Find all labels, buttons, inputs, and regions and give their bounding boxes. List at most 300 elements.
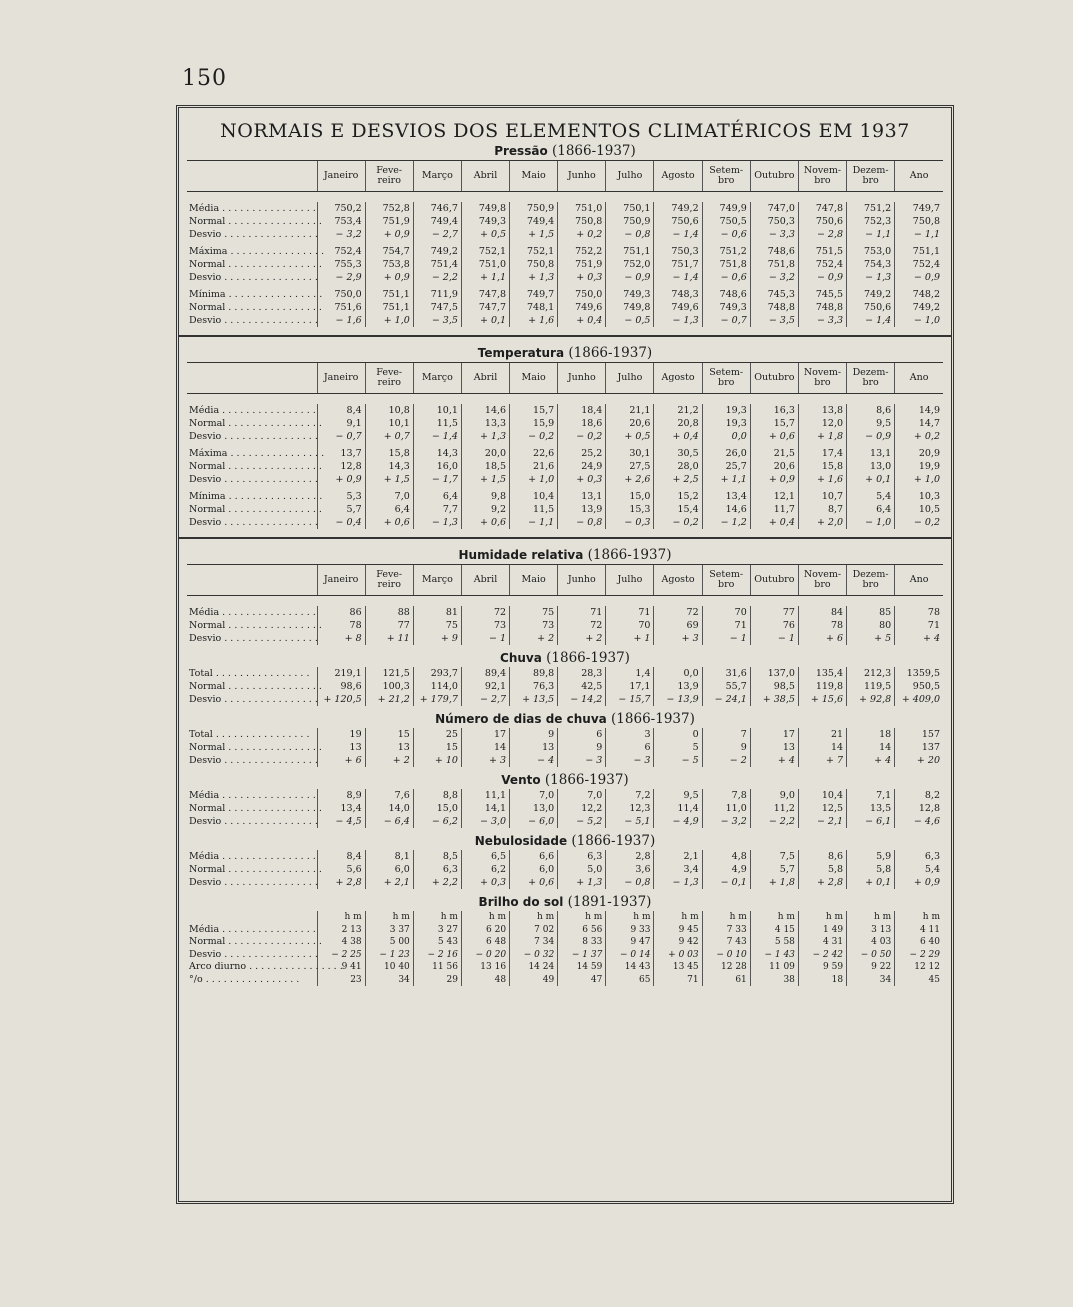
data-cell: 23 [317, 974, 365, 987]
data-cell: 84 [798, 606, 846, 619]
column-header: Outubro [750, 565, 798, 596]
data-cell: 14 43 [606, 961, 654, 974]
data-cell: + 1,8 [750, 876, 798, 889]
table-row [187, 949, 943, 962]
data-cell: 7 34 [510, 936, 558, 949]
data-cell: 9 45 [654, 924, 702, 937]
data-table [187, 728, 943, 767]
data-cell: 15,2 [654, 490, 702, 503]
row-label: Desvio . . . . . . . . . . . . . . . . [189, 272, 318, 283]
unit-label: h m [750, 911, 798, 924]
data-cell: − 6,1 [847, 815, 895, 828]
data-cell: + 1,8 [798, 430, 846, 443]
data-cell: 751,9 [558, 258, 606, 271]
table-row [187, 447, 943, 460]
column-header-blank [187, 363, 317, 394]
data-cell: 14 [847, 741, 895, 754]
data-cell: 750,1 [606, 202, 654, 215]
data-cell: + 10 [413, 754, 461, 767]
data-cell: 19,3 [702, 417, 750, 430]
data-cell: 13,1 [558, 490, 606, 503]
data-cell: − 0,8 [558, 516, 606, 529]
table-row [187, 301, 943, 314]
data-cell: 5 [654, 741, 702, 754]
data-cell: 9,8 [461, 490, 509, 503]
data-cell: + 0,6 [510, 876, 558, 889]
data-cell: 34 [847, 974, 895, 987]
row-label: Normal . . . . . . . . . . . . . . . . [189, 936, 322, 947]
data-cell: 34 [365, 974, 413, 987]
section-title-period: (1891-1937) [563, 894, 652, 910]
data-cell: − 3,3 [750, 228, 798, 241]
data-cell: − 1 [750, 632, 798, 645]
data-cell: 751,8 [750, 258, 798, 271]
data-cell: + 2,0 [798, 516, 846, 529]
data-cell: 6 48 [461, 936, 509, 949]
data-cell: 119,8 [798, 680, 846, 693]
data-cell: − 1 [702, 632, 750, 645]
table-row [187, 863, 943, 876]
section-title-name: Nebulosidade [474, 834, 568, 848]
data-table [187, 789, 943, 828]
data-cell: − 0,3 [606, 516, 654, 529]
column-header: Agosto [654, 161, 702, 192]
data-cell: 20,9 [895, 447, 943, 460]
data-cell: + 0,9 [750, 473, 798, 486]
data-cell: 749,2 [847, 288, 895, 301]
unit-label: h m [317, 911, 365, 924]
data-cell: 750,0 [317, 288, 365, 301]
data-cell: 29 [413, 974, 461, 987]
unit-label: h m [654, 911, 702, 924]
data-cell: − 2 42 [798, 949, 846, 962]
data-cell: + 0,2 [558, 228, 606, 241]
table-row [187, 850, 943, 863]
data-cell: 13 45 [654, 961, 702, 974]
data-cell: 9 41 [317, 961, 365, 974]
table-row [187, 404, 943, 417]
data-cell: + 0,3 [461, 876, 509, 889]
row-label: Arco diurno . . . . . . . . . . . . . . . . [189, 961, 343, 972]
data-cell: 18 [798, 974, 846, 987]
data-cell: + 8 [317, 632, 365, 645]
row-label: Desvio . . . . . . . . . . . . . . . . [189, 315, 318, 326]
data-cell: + 3 [461, 754, 509, 767]
data-cell: 10,3 [895, 490, 943, 503]
data-cell: 21,5 [750, 447, 798, 460]
data-cell: 8,7 [798, 503, 846, 516]
data-cell: 9 22 [847, 961, 895, 974]
column-header: Abril [461, 363, 509, 394]
data-cell: − 1,1 [847, 228, 895, 241]
data-cell: − 0,6 [702, 228, 750, 241]
data-cell: 9 [510, 728, 558, 741]
data-cell: 22,6 [510, 447, 558, 460]
table-row [187, 258, 943, 271]
table-row [187, 728, 943, 741]
data-cell: 17,4 [798, 447, 846, 460]
data-cell: 24,9 [558, 460, 606, 473]
row-label: Desvio . . . . . . . . . . . . . . . . [189, 633, 318, 644]
data-cell: 20,0 [461, 447, 509, 460]
data-cell: 752,4 [895, 258, 943, 271]
unit-label: h m [413, 911, 461, 924]
data-cell: 8,5 [413, 850, 461, 863]
data-cell: − 14,2 [558, 693, 606, 706]
data-cell: 748,8 [750, 301, 798, 314]
data-cell: + 0,6 [365, 516, 413, 529]
table-row [187, 619, 943, 632]
data-cell: 14 [798, 741, 846, 754]
data-cell: 752,8 [365, 202, 413, 215]
data-cell: 13,0 [847, 460, 895, 473]
section-separator [179, 335, 951, 337]
data-cell: 749,2 [895, 301, 943, 314]
data-cell: 751,2 [702, 245, 750, 258]
table-row [187, 215, 943, 228]
data-cell: 8,9 [317, 789, 365, 802]
data-cell: 18 [847, 728, 895, 741]
row-label: Normal . . . . . . . . . . . . . . . . [189, 418, 322, 429]
column-header: Dezem- bro [847, 161, 895, 192]
section-title-period: (1866-1937) [541, 650, 630, 666]
row-label: Máxima . . . . . . . . . . . . . . . . [189, 246, 325, 257]
data-cell: 20,8 [654, 417, 702, 430]
data-cell: + 0,6 [750, 430, 798, 443]
section-title [187, 650, 943, 666]
data-cell: − 1,0 [847, 516, 895, 529]
column-header: Dezem- bro [847, 363, 895, 394]
column-header: Março [413, 161, 461, 192]
row-label: Desvio . . . . . . . . . . . . . . . . [189, 755, 318, 766]
data-cell: 10,5 [895, 503, 943, 516]
data-cell: − 3,0 [461, 815, 509, 828]
data-cell: 14 59 [558, 961, 606, 974]
data-cell: 10,8 [365, 404, 413, 417]
data-cell: 7,2 [606, 789, 654, 802]
data-cell: − 2 [702, 754, 750, 767]
unit-label: h m [895, 911, 943, 924]
data-cell: 15,3 [606, 503, 654, 516]
data-cell: 750,6 [654, 215, 702, 228]
data-cell: 11,7 [750, 503, 798, 516]
data-cell: − 3 [558, 754, 606, 767]
row-label: Normal . . . . . . . . . . . . . . . . [189, 461, 322, 472]
column-header: Outubro [750, 363, 798, 394]
data-cell: − 3,2 [750, 271, 798, 284]
data-cell: 13,4 [317, 802, 365, 815]
data-cell: 749,7 [510, 288, 558, 301]
data-cell: + 0,9 [365, 271, 413, 284]
data-cell: + 3 [654, 632, 702, 645]
data-cell: 72 [558, 619, 606, 632]
data-cell: 5,8 [847, 863, 895, 876]
section-title-name: Número de dias de chuva [435, 712, 607, 726]
section-title [187, 772, 943, 788]
data-cell: 15,8 [365, 447, 413, 460]
data-cell: 7 33 [702, 924, 750, 937]
data-cell: 98,5 [750, 680, 798, 693]
data-cell: 19 [317, 728, 365, 741]
data-cell: 14,6 [461, 404, 509, 417]
row-label: Desvio . . . . . . . . . . . . . . . . [189, 229, 318, 240]
data-cell: 13,3 [461, 417, 509, 430]
section-title [187, 547, 943, 563]
data-cell: 745,3 [750, 288, 798, 301]
data-cell: 13,4 [702, 490, 750, 503]
data-cell: − 6,0 [510, 815, 558, 828]
column-header: Janeiro [317, 161, 365, 192]
data-cell: 5,0 [558, 863, 606, 876]
data-cell: 8,4 [317, 850, 365, 863]
data-cell: − 0,4 [317, 516, 365, 529]
data-cell: − 0 10 [702, 949, 750, 962]
data-cell: 751,4 [413, 258, 461, 271]
data-cell: 71 [895, 619, 943, 632]
data-cell: 9 33 [606, 924, 654, 937]
row-label: Desvio . . . . . . . . . . . . . . . . [189, 877, 318, 888]
data-cell: 7,0 [558, 789, 606, 802]
section-separator [179, 537, 951, 539]
data-cell: 13,9 [558, 503, 606, 516]
data-cell: 9 [702, 741, 750, 754]
data-cell: 4,9 [702, 863, 750, 876]
data-cell: 17,1 [606, 680, 654, 693]
section-title [187, 143, 943, 159]
data-cell: + 0,6 [461, 516, 509, 529]
column-header: Março [413, 565, 461, 596]
data-cell: 15,9 [510, 417, 558, 430]
table-row [187, 245, 943, 258]
data-cell: 751,1 [365, 288, 413, 301]
data-cell: 11,2 [750, 802, 798, 815]
data-cell: 0,0 [654, 667, 702, 680]
section-title-name: Brilho do sol [478, 895, 564, 909]
data-cell: 7,8 [702, 789, 750, 802]
data-cell: + 0,9 [365, 228, 413, 241]
data-cell: 10,4 [798, 789, 846, 802]
data-cell: 70 [606, 619, 654, 632]
data-cell: 28,3 [558, 667, 606, 680]
data-table [187, 160, 943, 327]
column-header: Feve- reiro [365, 161, 413, 192]
data-cell: − 2 29 [895, 949, 943, 962]
data-cell: 137,0 [750, 667, 798, 680]
section-title-period: (1866-1937) [547, 143, 636, 159]
data-cell: + 0,4 [558, 314, 606, 327]
data-cell: 5 00 [365, 936, 413, 949]
table-row [187, 815, 943, 828]
data-cell: 13 [317, 741, 365, 754]
data-cell: + 9 [413, 632, 461, 645]
data-cell: − 5 [654, 754, 702, 767]
data-cell: − 1,4 [847, 314, 895, 327]
data-cell: 711,9 [413, 288, 461, 301]
data-cell: 7 43 [702, 936, 750, 949]
table-row [187, 680, 943, 693]
data-cell: 20,6 [606, 417, 654, 430]
data-cell: + 2,8 [317, 876, 365, 889]
data-cell: 71 [606, 606, 654, 619]
data-cell: + 1,1 [461, 271, 509, 284]
data-cell: + 120,5 [317, 693, 365, 706]
data-cell: 77 [365, 619, 413, 632]
data-cell: 0 [654, 728, 702, 741]
data-cell: 18,5 [461, 460, 509, 473]
data-cell: 30,5 [654, 447, 702, 460]
data-cell: 754,7 [365, 245, 413, 258]
data-cell: − 0 32 [510, 949, 558, 962]
data-cell: 9 59 [798, 961, 846, 974]
row-label: Normal . . . . . . . . . . . . . . . . [189, 681, 322, 692]
table-row [187, 228, 943, 241]
data-cell: + 6 [798, 632, 846, 645]
data-cell: 78 [895, 606, 943, 619]
data-cell: 135,4 [798, 667, 846, 680]
data-cell: 5,3 [317, 490, 365, 503]
data-cell: − 3,5 [413, 314, 461, 327]
column-header: Ano [895, 565, 943, 596]
data-cell: 2,1 [654, 850, 702, 863]
column-header: Setem- bro [702, 565, 750, 596]
data-cell: 12 12 [895, 961, 943, 974]
data-cell: 748,3 [654, 288, 702, 301]
data-cell: 78 [317, 619, 365, 632]
data-cell: 13,1 [847, 447, 895, 460]
data-cell: + 0,4 [654, 430, 702, 443]
section-title-name: Chuva [500, 651, 542, 665]
data-cell: 750,3 [750, 215, 798, 228]
data-cell: 748,1 [510, 301, 558, 314]
data-cell: 6,6 [510, 850, 558, 863]
data-cell: 750,5 [702, 215, 750, 228]
row-label: Desvio . . . . . . . . . . . . . . . . [189, 474, 318, 485]
data-cell: − 0,2 [895, 516, 943, 529]
section-title [187, 833, 943, 849]
data-cell: 752,4 [317, 245, 365, 258]
data-cell: 5,9 [847, 850, 895, 863]
data-cell: 6,3 [558, 850, 606, 863]
data-cell: 88 [365, 606, 413, 619]
data-cell: 5 58 [750, 936, 798, 949]
section-title-name: Vento [501, 773, 541, 787]
page-number: 150 [182, 66, 227, 91]
column-header: Novem- bro [798, 565, 846, 596]
data-cell: − 0,7 [317, 430, 365, 443]
data-cell: − 0,2 [558, 430, 606, 443]
data-cell: + 1,5 [461, 473, 509, 486]
data-cell: 17 [750, 728, 798, 741]
unit-label: h m [461, 911, 509, 924]
data-cell: − 2,2 [413, 271, 461, 284]
main-title: NORMAIS E DESVIOS DOS ELEMENTOS CLIMATÉRICOS EM 1937 [220, 120, 910, 142]
table-row [187, 789, 943, 802]
column-header: Junho [558, 565, 606, 596]
data-cell: 7 02 [510, 924, 558, 937]
data-cell: 6 [606, 741, 654, 754]
table-row [187, 974, 943, 987]
data-cell: + 0,7 [365, 430, 413, 443]
data-cell: 750,3 [654, 245, 702, 258]
data-cell: 9 42 [654, 936, 702, 949]
data-cell: 157 [895, 728, 943, 741]
row-label: Desvio . . . . . . . . . . . . . . . . [189, 948, 318, 960]
data-cell: 75 [413, 619, 461, 632]
data-cell: − 2 16 [413, 949, 461, 962]
data-cell: 14 [461, 741, 509, 754]
data-cell: 9 [558, 741, 606, 754]
table-row [187, 314, 943, 327]
row-label: Normal . . . . . . . . . . . . . . . . [189, 742, 322, 753]
section-title-period: (1866-1937) [540, 772, 629, 788]
data-cell: 747,7 [461, 301, 509, 314]
data-cell: 9,1 [317, 417, 365, 430]
table-row [187, 667, 943, 680]
data-cell: 14,3 [365, 460, 413, 473]
data-cell: − 0 14 [606, 949, 654, 962]
data-cell: + 0,1 [461, 314, 509, 327]
data-cell: 13 16 [461, 961, 509, 974]
data-cell: 14,7 [895, 417, 943, 430]
row-label: Normal . . . . . . . . . . . . . . . . [189, 302, 322, 313]
section-title-period: (1866-1937) [583, 547, 672, 563]
data-cell: 26,0 [702, 447, 750, 460]
data-cell: 12,3 [606, 802, 654, 815]
data-cell: 28,0 [654, 460, 702, 473]
data-cell: 7,0 [365, 490, 413, 503]
data-cell: 6 40 [895, 936, 943, 949]
data-cell: − 0,9 [895, 271, 943, 284]
data-cell: − 5,2 [558, 815, 606, 828]
data-cell: 748,2 [895, 288, 943, 301]
data-cell: 13 [510, 741, 558, 754]
section-title [187, 894, 943, 910]
data-cell: 749,6 [654, 301, 702, 314]
data-cell: 11,5 [510, 503, 558, 516]
sections-container [187, 143, 943, 986]
column-header: Abril [461, 565, 509, 596]
data-cell: 5,6 [317, 863, 365, 876]
data-cell: 755,3 [317, 258, 365, 271]
data-cell: 219,1 [317, 667, 365, 680]
column-header: Maio [510, 565, 558, 596]
data-cell: 3,4 [654, 863, 702, 876]
data-cell: 11,0 [702, 802, 750, 815]
data-cell: 8,2 [895, 789, 943, 802]
data-cell: 950,5 [895, 680, 943, 693]
data-cell: 21,1 [606, 404, 654, 417]
data-cell: 749,3 [702, 301, 750, 314]
data-cell: + 179,7 [413, 693, 461, 706]
data-cell: 748,6 [702, 288, 750, 301]
data-cell: 7,5 [750, 850, 798, 863]
data-cell: − 6,4 [365, 815, 413, 828]
table-row [187, 288, 943, 301]
data-cell: 6,5 [461, 850, 509, 863]
section-title-name: Pressão [494, 144, 548, 158]
data-cell: + 0,5 [606, 430, 654, 443]
data-cell: 15,4 [654, 503, 702, 516]
data-cell: 137 [895, 741, 943, 754]
column-header: Feve- reiro [365, 363, 413, 394]
data-cell: 6,2 [461, 863, 509, 876]
data-cell: 7 [702, 728, 750, 741]
data-cell: 1 49 [798, 924, 846, 937]
column-header-blank [187, 565, 317, 596]
data-cell: − 0,2 [654, 516, 702, 529]
data-cell: 751,6 [317, 301, 365, 314]
data-cell: 10 40 [365, 961, 413, 974]
